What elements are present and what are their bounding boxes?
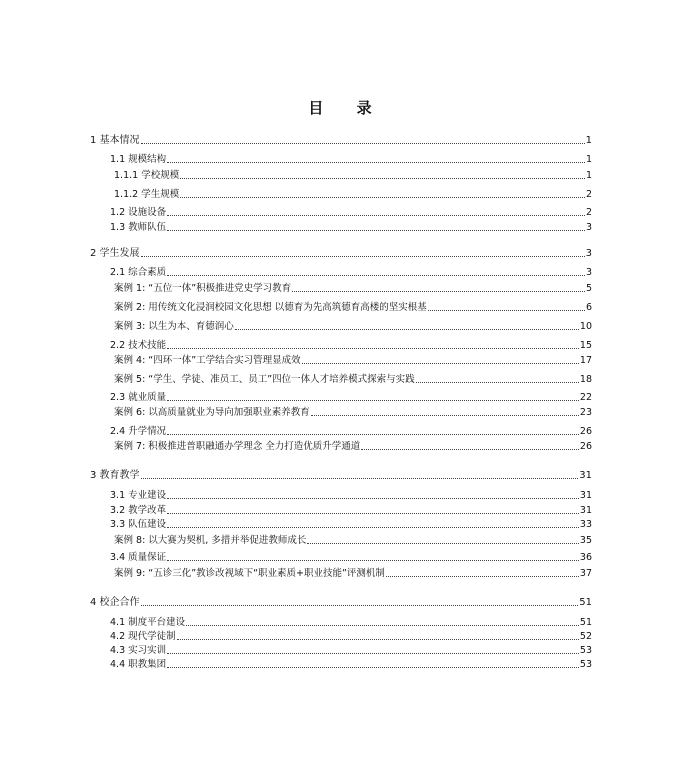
toc-entry[interactable] xyxy=(90,248,592,260)
toc-entry-label: 1.1 规模结构 xyxy=(110,154,167,165)
page-title: 目 录 xyxy=(308,99,386,117)
toc-entry[interactable] xyxy=(114,374,592,386)
dot-leader xyxy=(167,399,579,401)
toc-entry-label: 案例 8: 以大赛为契机, 多措并举促进教师成长 xyxy=(114,535,307,546)
toc-entry[interactable] xyxy=(114,407,592,419)
toc-entry-label: 案例 7: 积极推进普职融通办学理念 全力打造优质升学通道 xyxy=(114,441,361,452)
toc-entry-label: 案例 4: “四环一体”工学结合实习管理显成效 xyxy=(114,355,301,366)
toc-entry-label: 案例 1: “五位一体”积极推进党史学习教育 xyxy=(114,283,292,294)
dot-leader xyxy=(167,497,579,499)
toc-entry-label: 4.2 现代学徒制 xyxy=(110,631,176,642)
toc-entry[interactable] xyxy=(110,519,592,531)
toc-entry-label: 案例 5: “学生、学徒、准员工、员工”四位一体人才培养模式探索与实践 xyxy=(114,374,415,385)
toc-entry-page: 18 xyxy=(579,374,592,385)
toc-entry-label: 2.4 升学情况 xyxy=(110,426,167,437)
toc-entry-label: 1.3 教师队伍 xyxy=(110,222,167,233)
dot-leader xyxy=(292,290,585,292)
toc-entry-label: 案例 3: 以生为本、育德润心 xyxy=(114,321,234,332)
dot-leader xyxy=(177,638,579,640)
toc-entry[interactable] xyxy=(110,207,592,219)
toc-entry-label: 3.3 队伍建设 xyxy=(110,519,167,530)
dot-leader xyxy=(235,328,579,330)
toc-entry-page: 22 xyxy=(579,392,592,403)
toc-entry[interactable] xyxy=(114,302,592,314)
dot-leader xyxy=(167,274,585,276)
toc-entry[interactable] xyxy=(90,135,592,147)
toc-entry[interactable] xyxy=(110,392,592,404)
toc-entry[interactable] xyxy=(110,617,592,629)
toc-entry[interactable] xyxy=(110,505,592,517)
toc-entry-page: 1 xyxy=(585,154,592,165)
toc-entry[interactable] xyxy=(114,189,592,201)
toc-entry-label: 3 教育教学 xyxy=(90,470,140,481)
dot-leader xyxy=(180,177,585,179)
toc-entry-label: 案例 9: “五诊三化”教诊改视域下“职业素质+职业技能”评测机制 xyxy=(114,568,385,579)
toc-entry[interactable] xyxy=(114,283,592,295)
dot-leader xyxy=(141,255,585,257)
toc-entry[interactable] xyxy=(114,535,592,547)
toc-entry[interactable] xyxy=(110,631,592,643)
toc-entry-page: 53 xyxy=(579,645,592,656)
toc-entry-page: 31 xyxy=(579,490,592,501)
toc-entry-page: 1 xyxy=(585,135,592,146)
dot-leader xyxy=(428,309,585,311)
toc-entry[interactable] xyxy=(110,659,592,671)
toc-entry-page: 31 xyxy=(579,505,592,516)
toc-entry[interactable] xyxy=(110,340,592,352)
toc-entry-page: 3 xyxy=(585,267,592,278)
dot-leader xyxy=(167,347,579,349)
dot-leader xyxy=(311,414,579,416)
toc-entry-page: 23 xyxy=(579,407,592,418)
dot-leader xyxy=(141,477,579,479)
toc-entry[interactable] xyxy=(110,267,592,279)
dot-leader xyxy=(167,512,579,514)
toc-entry-page: 53 xyxy=(579,659,592,670)
toc-entry-label: 3.1 专业建设 xyxy=(110,490,167,501)
toc-entry-page: 17 xyxy=(579,355,592,366)
toc-entry-label: 案例 6: 以高质量就业为导向加强职业素养教育 xyxy=(114,407,310,418)
toc-entry-label: 4.3 实习实训 xyxy=(110,645,167,656)
toc-entry-label: 1.2 设施设备 xyxy=(110,207,167,218)
toc-entry-page: 26 xyxy=(579,441,592,452)
toc-entry-label: 2 学生发展 xyxy=(90,248,140,259)
toc-entry-page: 6 xyxy=(585,302,592,313)
toc-entry[interactable] xyxy=(110,645,592,657)
toc-entry-label: 4.1 制度平台建设 xyxy=(110,617,186,628)
dot-leader xyxy=(361,448,579,450)
toc-entry[interactable] xyxy=(90,470,592,482)
dot-leader xyxy=(141,604,579,606)
toc-entry-page: 15 xyxy=(579,340,592,351)
dot-leader xyxy=(167,652,579,654)
toc-entry[interactable] xyxy=(114,170,592,182)
toc-entry[interactable] xyxy=(110,222,592,234)
dot-leader xyxy=(167,214,585,216)
toc-entry-label: 案例 2: 用传统文化浸润校园文化思想 以德育为先高筑德育高楼的坚实根基 xyxy=(114,302,427,313)
toc-entry-page: 3 xyxy=(585,248,592,259)
toc-entry-label: 3.4 质量保证 xyxy=(110,552,167,563)
dot-leader xyxy=(186,624,579,626)
toc-entry-label: 2.2 技术技能 xyxy=(110,340,167,351)
dot-leader xyxy=(302,362,579,364)
toc-entry[interactable] xyxy=(110,426,592,438)
toc-entry-page: 2 xyxy=(585,207,592,218)
toc-entry-page: 1 xyxy=(585,170,592,181)
toc-entry-label: 2.3 就业质量 xyxy=(110,392,167,403)
toc-entry-page: 26 xyxy=(579,426,592,437)
toc-entry-page: 10 xyxy=(579,321,592,332)
dot-leader xyxy=(180,196,585,198)
toc-entry-page: 3 xyxy=(585,222,592,233)
dot-leader xyxy=(167,229,585,231)
toc-entry-page: 2 xyxy=(585,189,592,200)
dot-leader xyxy=(386,575,579,577)
toc-entry-page: 52 xyxy=(579,631,592,642)
dot-leader xyxy=(416,381,579,383)
toc-entry-page: 33 xyxy=(579,519,592,530)
dot-leader xyxy=(167,666,579,668)
dot-leader xyxy=(141,142,585,144)
toc-entry-label: 1 基本情况 xyxy=(90,135,140,146)
toc-entry-label: 3.2 教学改革 xyxy=(110,505,167,516)
toc-entry[interactable] xyxy=(114,568,592,580)
dot-leader xyxy=(167,559,579,561)
toc-entry-page: 51 xyxy=(579,617,592,628)
toc-entry-page: 37 xyxy=(579,568,592,579)
toc-entry-page: 35 xyxy=(579,535,592,546)
toc-entry-page: 31 xyxy=(579,470,592,481)
toc-entry-page: 36 xyxy=(579,552,592,563)
toc-entry-page: 5 xyxy=(585,283,592,294)
toc-entry-label: 1.1.2 学生规模 xyxy=(114,189,180,200)
dot-leader xyxy=(167,161,585,163)
toc-entry[interactable] xyxy=(110,154,592,166)
toc-entry[interactable] xyxy=(90,597,592,609)
toc-entry-label: 4.4 职教集团 xyxy=(110,659,167,670)
toc-entry[interactable] xyxy=(110,552,592,564)
toc-entry-label: 1.1.1 学校规模 xyxy=(114,170,180,181)
toc-entry[interactable] xyxy=(114,321,592,333)
toc-entry[interactable] xyxy=(114,441,592,453)
toc-entry-label: 4 校企合作 xyxy=(90,597,140,608)
dot-leader xyxy=(167,526,579,528)
toc-entry-page: 51 xyxy=(579,597,592,608)
toc-entry[interactable] xyxy=(110,490,592,502)
toc-entry-label: 2.1 综合素质 xyxy=(110,267,167,278)
toc-entry[interactable] xyxy=(114,355,592,367)
dot-leader xyxy=(307,542,579,544)
dot-leader xyxy=(167,433,579,435)
